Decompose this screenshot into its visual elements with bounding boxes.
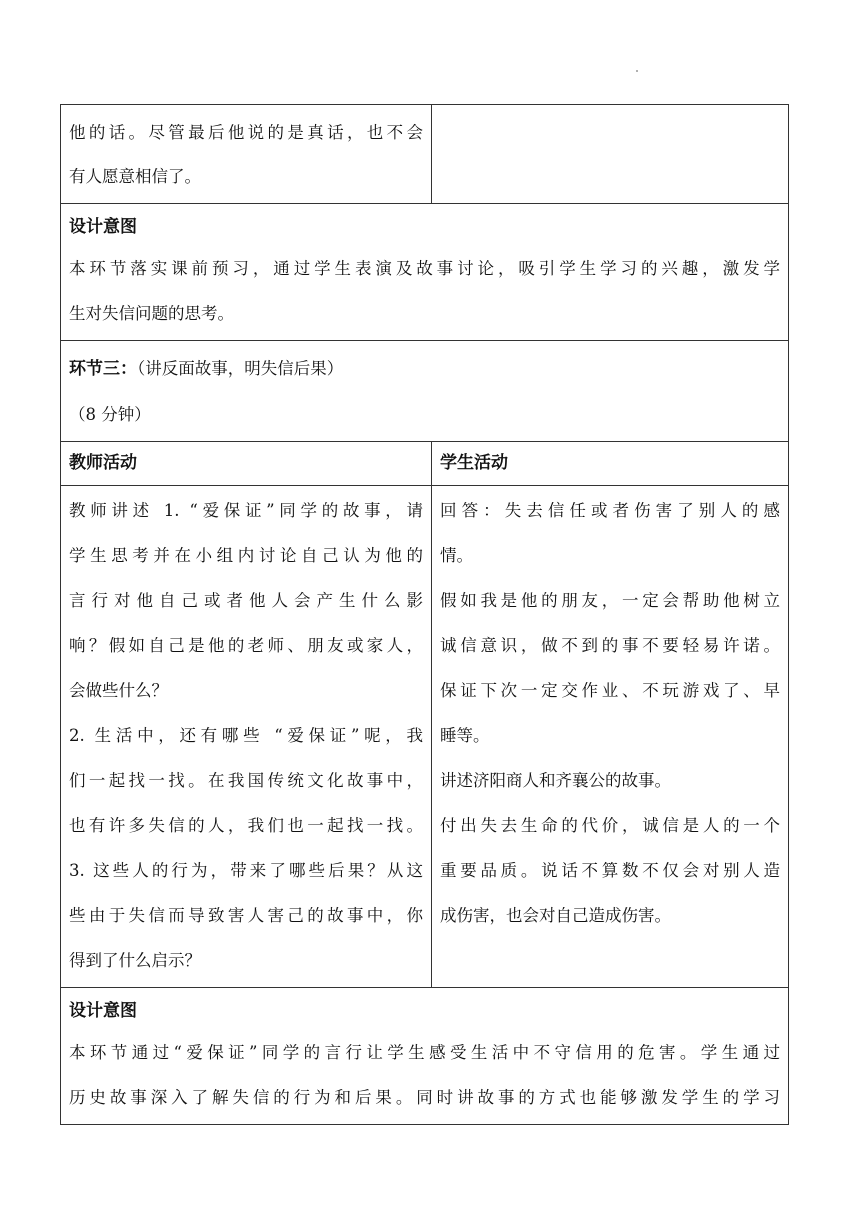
student-line: 假如我是他的朋友，一定会帮助他树立 [440, 591, 780, 610]
continuation-left-cell [61, 105, 432, 204]
teacher-line: 教师讲述 1. “爱保证”同学的故事，请 [69, 501, 423, 520]
teacher-line: 得到了什么启示？ [69, 951, 201, 970]
student-activity-header [432, 442, 789, 486]
design-intent-cell-1 [61, 204, 789, 341]
design-intent-line: 历史故事深入了解失信的行为和后果。同时讲故事的方式也能够激发学生的学习 [69, 1088, 780, 1107]
student-line: 睡等。 [440, 726, 490, 745]
section-title-text: （讲反面故事，明失信后果） [137, 359, 344, 378]
design-intent-heading: 设计意图 [69, 217, 137, 237]
design-intent-row-1 [61, 204, 789, 341]
student-line: 付出失去生命的代价，诚信是人的一个 [440, 816, 780, 835]
student-activity-cell [432, 486, 789, 988]
teacher-line: 些由于失信而导致害人害己的故事中，你 [69, 906, 423, 925]
lesson-plan-table [60, 104, 789, 1125]
design-intent-line: 本环节通过“爱保证”同学的言行让学生感受生活中不守信用的危害。学生通过 [69, 1043, 780, 1062]
activity-content-row [61, 486, 789, 988]
section-duration: （8 分钟） [69, 405, 151, 424]
teacher-line: 3. 这些人的行为，带来了哪些后果？从这 [69, 861, 423, 880]
student-line: 重要品质。说话不算数不仅会对别人造 [440, 861, 780, 880]
teacher-line: 言行对他自己或者他人会产生什么影 [69, 591, 423, 610]
design-intent-heading: 设计意图 [69, 1001, 137, 1021]
section-title-cell [61, 341, 789, 442]
student-line: 讲述济阳商人和齐襄公的故事。 [440, 771, 671, 790]
teacher-line: 学生思考并在小组内讨论自己认为他的 [69, 546, 423, 565]
section-title-row [61, 341, 789, 442]
teacher-line: 也有许多失信的人，我们也一起找一找。 [69, 816, 423, 835]
student-line: 情。 [440, 546, 473, 565]
continuation-line: 有人愿意相信了。 [69, 167, 201, 186]
teacher-activity-header [61, 442, 432, 486]
student-line: 保证下次一定交作业、不玩游戏了、早 [440, 681, 780, 700]
design-intent-line: 生对失信问题的思考。 [69, 304, 234, 323]
design-intent-row-2 [61, 988, 789, 1125]
teacher-line: 会做些什么？ [69, 681, 168, 700]
teacher-line: 2. 生活中，还有哪些 “爱保证”呢，我 [69, 726, 423, 745]
student-line: 成伤害，也会对自己造成伤害。 [440, 906, 671, 925]
continuation-right-cell [432, 105, 789, 204]
section-title [69, 346, 780, 392]
teacher-line: 们一起找一找。在我国传统文化故事中， [69, 771, 423, 790]
continuation-line: 他的话。尽管最后他说的是真话，也不会 [69, 123, 423, 142]
student-activity-label: 学生活动 [440, 453, 508, 473]
student-line: 诚信意识，做不到的事不要轻易许诺。 [440, 636, 780, 655]
page-mark-dot [636, 70, 638, 72]
continuation-row [61, 105, 789, 204]
design-intent-cell-2 [61, 988, 789, 1125]
teacher-activity-label: 教师活动 [69, 453, 137, 473]
design-intent-line: 本环节落实课前预习，通过学生表演及故事讨论，吸引学生学习的兴趣，激发学 [69, 259, 780, 278]
section-title-prefix: 环节三： [69, 359, 137, 379]
teacher-activity-cell [61, 486, 432, 988]
teacher-line: 响？假如自己是他的老师、朋友或家人， [69, 636, 423, 655]
activity-header-row [61, 442, 789, 486]
student-line: 回答：失去信任或者伤害了别人的感 [440, 501, 780, 520]
